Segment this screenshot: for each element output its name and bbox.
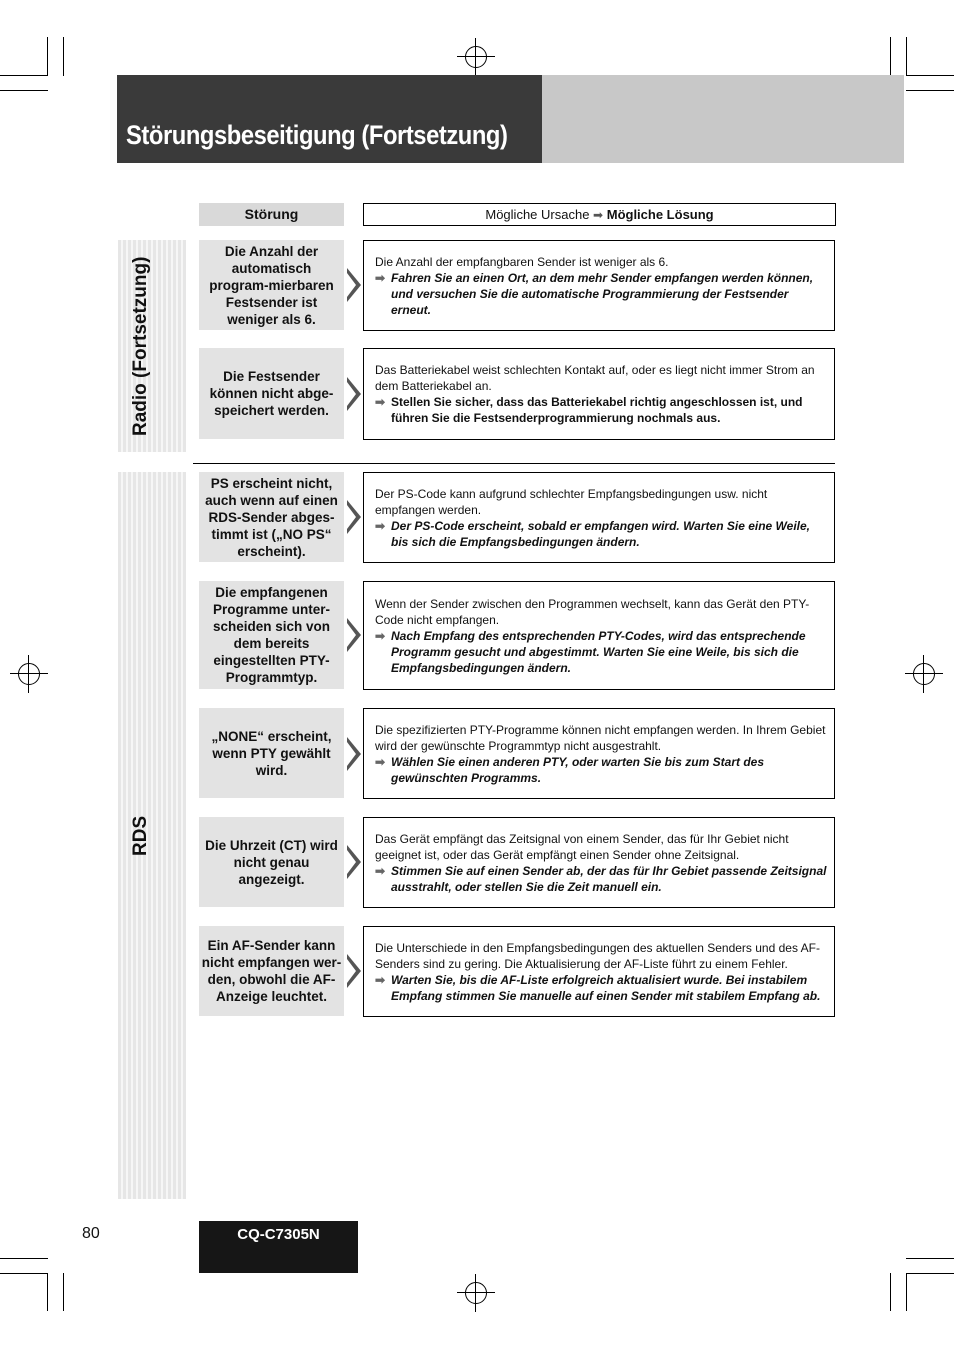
crop-mark	[906, 75, 954, 76]
crop-mark	[890, 1273, 891, 1311]
cause-text: Das Batteriekabel weist schlechten Kontakt auf, oder es liegt nicht immer Strom an dem Batteriekabel an.	[375, 363, 815, 393]
solution-cell	[363, 817, 835, 908]
fault-text: PS erscheint nicht, auch wenn auf einen RDS-Sender abges-timmt ist („NO PS“ erscheint).	[205, 475, 338, 559]
solution-text-value: Nach Empfang des entsprechenden PTY-Codes, wird das entsprechende Programm gesucht und abgestimmt. Warten Sie eine Weile, bis sich die Empfangsbedingungen ändern.	[391, 628, 806, 675]
fault-cell	[199, 240, 344, 330]
cause-text: Der PS-Code kann aufgrund schlechter Empfangsbedingungen usw. nicht empfangen werden.	[375, 486, 768, 517]
crop-mark	[47, 37, 48, 76]
registration-mark	[457, 38, 495, 76]
fault-cell	[199, 926, 344, 1016]
fault-cell	[199, 348, 344, 439]
crop-mark	[0, 1258, 48, 1259]
solution-text	[375, 270, 830, 318]
fault-cell	[199, 708, 344, 798]
cause-text: Das Gerät empfängt das Zeitsignal von einem Sender, das für Ihr Gebiet nicht geeignet ist, oder das Gerät empfängt einen Sender ohne Zeitsignal.	[375, 831, 789, 862]
solution-text	[375, 518, 830, 550]
chevron-right-icon	[347, 618, 361, 652]
arrow-right-icon: ➡	[375, 628, 386, 643]
page-number: 80	[82, 1225, 100, 1242]
arrow-right-icon: ➡	[375, 270, 386, 285]
fault-text: „NONE“ erscheint, wenn PTY gewählt wird.	[211, 728, 332, 778]
arrow-right-icon: ➡	[375, 395, 386, 409]
fault-text: Die Festsender können nicht abge-speichert werden.	[209, 369, 334, 418]
section-title-rds: RDS	[130, 815, 151, 856]
chevron-right-icon	[347, 500, 361, 534]
registration-mark	[457, 1274, 495, 1312]
crop-mark	[906, 37, 907, 76]
arrow-right-icon: ➡	[375, 863, 386, 878]
crop-mark	[0, 1273, 48, 1274]
solution-label: Mögliche Lösung	[606, 207, 714, 222]
cause-text: Die Anzahl der empfangbaren Sender ist weniger als 6.	[375, 254, 669, 269]
fault-text: Die Uhrzeit (CT) wird nicht genau angezeigt.	[205, 837, 338, 887]
fault-cell	[199, 472, 344, 562]
chevron-right-icon	[347, 845, 361, 879]
column-header-solution	[363, 203, 836, 226]
arrow-right-icon: ➡	[375, 972, 386, 987]
arrow-right-icon: ➡	[375, 518, 386, 533]
arrow-right-icon: ➡	[593, 208, 604, 222]
crop-mark	[0, 75, 48, 76]
solution-text-value: Fahren Sie an einen Ort, an dem mehr Sender empfangen werden können, und versuchen Sie die automatische Programmierung der Festsender erneut.	[391, 270, 814, 317]
solution-text-value: Warten Sie, bis die AF-Liste erfolgreich aktualisiert wurde. Bei instabilem Empfang stimmen Sie manuelle auf einen Sender mit stabilem Empfang ab.	[391, 972, 821, 1003]
cause-text: Wenn der Sender zwischen den Programmen wechselt, kann das Gerät den PTY-Code nicht empfangen.	[375, 596, 810, 627]
solution-text-value: Wählen Sie einen anderen PTY, oder warten Sie bis zum Start des gewünschten Programms.	[391, 754, 764, 785]
crop-mark	[906, 1273, 907, 1311]
solution-text-value: Stimmen Sie auf einen Sender ab, der das für Ihr Gebiet passende Zeitsignal ausstrahlt, oder stellen Sie die Zeit manuell ein.	[391, 863, 827, 894]
section-title-radio: Radio (Fortsetzung)	[130, 256, 151, 436]
solution-text	[375, 972, 830, 1004]
crop-mark	[890, 37, 891, 76]
solution-cell	[363, 926, 835, 1017]
solution-text	[375, 394, 830, 426]
crop-mark	[906, 1258, 954, 1259]
solution-cell	[363, 708, 835, 799]
crop-mark	[906, 90, 954, 91]
cause-text: Die spezifizierten PTY-Programme können nicht empfangen werden. In Ihrem Gebiet wird der gewünschte Programmtyp nicht ausgestrahlt.	[375, 722, 826, 753]
solution-text-value: Stellen Sie sicher, dass das Batteriekabel richtig angeschlossen ist, und führen Sie die Festsenderprogrammierung nochmals aus.	[391, 395, 803, 425]
chevron-right-icon	[347, 954, 361, 988]
crop-mark	[63, 37, 64, 76]
solution-text	[375, 754, 830, 786]
solution-text	[375, 863, 830, 895]
fault-text: Ein AF-Sender kann nicht empfangen wer-den, obwohl die AF-Anzeige leuchtet.	[201, 938, 342, 1004]
solution-cell	[363, 348, 835, 440]
registration-mark	[905, 655, 943, 693]
title-banner-accent	[542, 75, 904, 163]
section-rds-sidebar	[118, 472, 186, 1199]
section-divider	[193, 463, 835, 464]
fault-text: Die empfangenen Programme unter-scheiden sich von dem bereits eingestellten PTY-Programmtyp.	[212, 585, 331, 685]
arrow-right-icon: ➡	[375, 754, 386, 769]
fault-text: Die Anzahl der automatisch program-mierbaren Festsender ist weniger als 6.	[209, 243, 334, 327]
fault-cell	[199, 817, 344, 907]
section-radio-sidebar	[118, 240, 186, 452]
solution-cell	[363, 472, 835, 563]
solution-text-value: Der PS-Code erscheint, sobald er empfangen wird. Warten Sie eine Weile, bis sich die Empfangsbedingungen ändern.	[391, 518, 811, 549]
solution-cell	[363, 581, 835, 690]
crop-mark	[63, 1273, 64, 1311]
solution-text	[375, 628, 830, 676]
chevron-right-icon	[347, 737, 361, 771]
cause-label: Mögliche Ursache	[485, 207, 590, 222]
model-name: CQ-C7305N	[237, 1226, 320, 1243]
page-title: Störungsbeseitigung (Fortsetzung)	[126, 120, 508, 150]
registration-mark	[10, 655, 48, 693]
cause-text: Die Unterschiede in den Empfangsbedingungen des aktuellen Senders und des AF-Senders sind zu gering. Die Aktualisierung der AF-Liste führt zu einem Fehler.	[375, 940, 820, 971]
fault-cell	[199, 581, 344, 689]
solution-cell	[363, 240, 835, 331]
chevron-right-icon	[347, 377, 361, 411]
chevron-right-icon	[347, 268, 361, 302]
crop-mark	[47, 1273, 48, 1311]
column-header-fault: Störung	[199, 203, 344, 226]
crop-mark	[906, 1273, 954, 1274]
crop-mark	[0, 90, 48, 91]
